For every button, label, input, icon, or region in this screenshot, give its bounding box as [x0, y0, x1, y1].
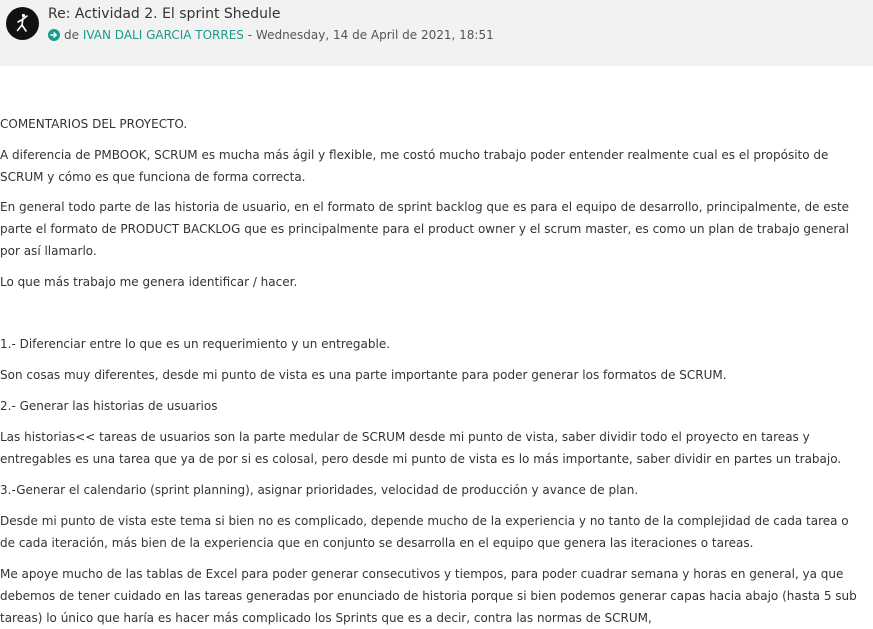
paragraph: Me apoye mucho de las tablas de Excel para poder generar consecutivos y tiempos, para poder cuadrar semana y horas en general, ya que debemos de tener cuidado en las tareas generadas por enunciado de historia porque si bien podemos generar capas hacia abajo (hasta 5 sub tareas) lo único que haría es hacer más complicado los Sprints que es a decir, contra las normas de SCRUM, — [0, 567, 857, 625]
paragraph: A diferencia de PMBOOK, SCRUM es mucha más ágil y flexible, me costó mucho trabajo poder entender realmente cual es el propósito de SCRUM y cómo es que funciona de forma correcta. — [0, 148, 829, 184]
jumpman-silhouette-icon — [6, 7, 39, 40]
avatar[interactable] — [6, 7, 39, 40]
post-header — [0, 0, 873, 66]
byline-prefix: de — [64, 28, 79, 42]
paragraph: Las historias<< tareas de usuarios son la parte medular de SCRUM desde mi punto de vista, saber dividir todo el proyecto en tareas y entregables es una tarea que ya de por si es colosal, pero desde mi punto de vista es lo más importante, saber dividir en partes un trabajo. — [0, 430, 842, 466]
post-byline — [48, 26, 494, 44]
paragraph: 3.-Generar el calendario (sprint planning), asignar prioridades, velocidad de producción y avance de plan. — [0, 483, 639, 497]
paragraph: 2.- Generar las historias de usuarios — [0, 399, 218, 413]
paragraph: Lo que más trabajo me genera identificar / hacer. — [0, 275, 298, 289]
paragraph: Son cosas muy diferentes, desde mi punto de vista es una parte importante para poder generar los formatos de SCRUM. — [0, 368, 727, 382]
reply-arrow-icon — [48, 29, 60, 41]
post-subject[interactable]: Re: Actividad 2. El sprint Shedule — [48, 6, 281, 22]
paragraph: En general todo parte de las historia de usuario, en el formato de sprint backlog que es para el equipo de desarrollo, principalmente, de este parte el formato de PRODUCT BACKLOG que es principalmente para el product owner y el scrum master, es como un plan de trabajo general por así llamarlo. — [0, 200, 850, 258]
author-link[interactable]: IVAN DALI GARCIA TORRES — [82, 28, 244, 42]
paragraph-heading: COMENTARIOS DEL PROYECTO. — [0, 117, 188, 131]
post-content — [0, 113, 866, 629]
post-date: Wednesday, 14 de April de 2021, 18:51 — [255, 28, 494, 42]
paragraph: 1.- Diferenciar entre lo que es un requerimiento y un entregable. — [0, 337, 391, 351]
paragraph: Desde mi punto de vista este tema si bien no es complicado, depende mucho de la experiencia y no tanto de la complejidad de cada tarea o de cada iteración, más bien de la experiencia que en conjunto se desarrolla en el equipo que genera las iteraciones o tareas. — [0, 514, 849, 550]
date-separator: - — [243, 28, 256, 42]
